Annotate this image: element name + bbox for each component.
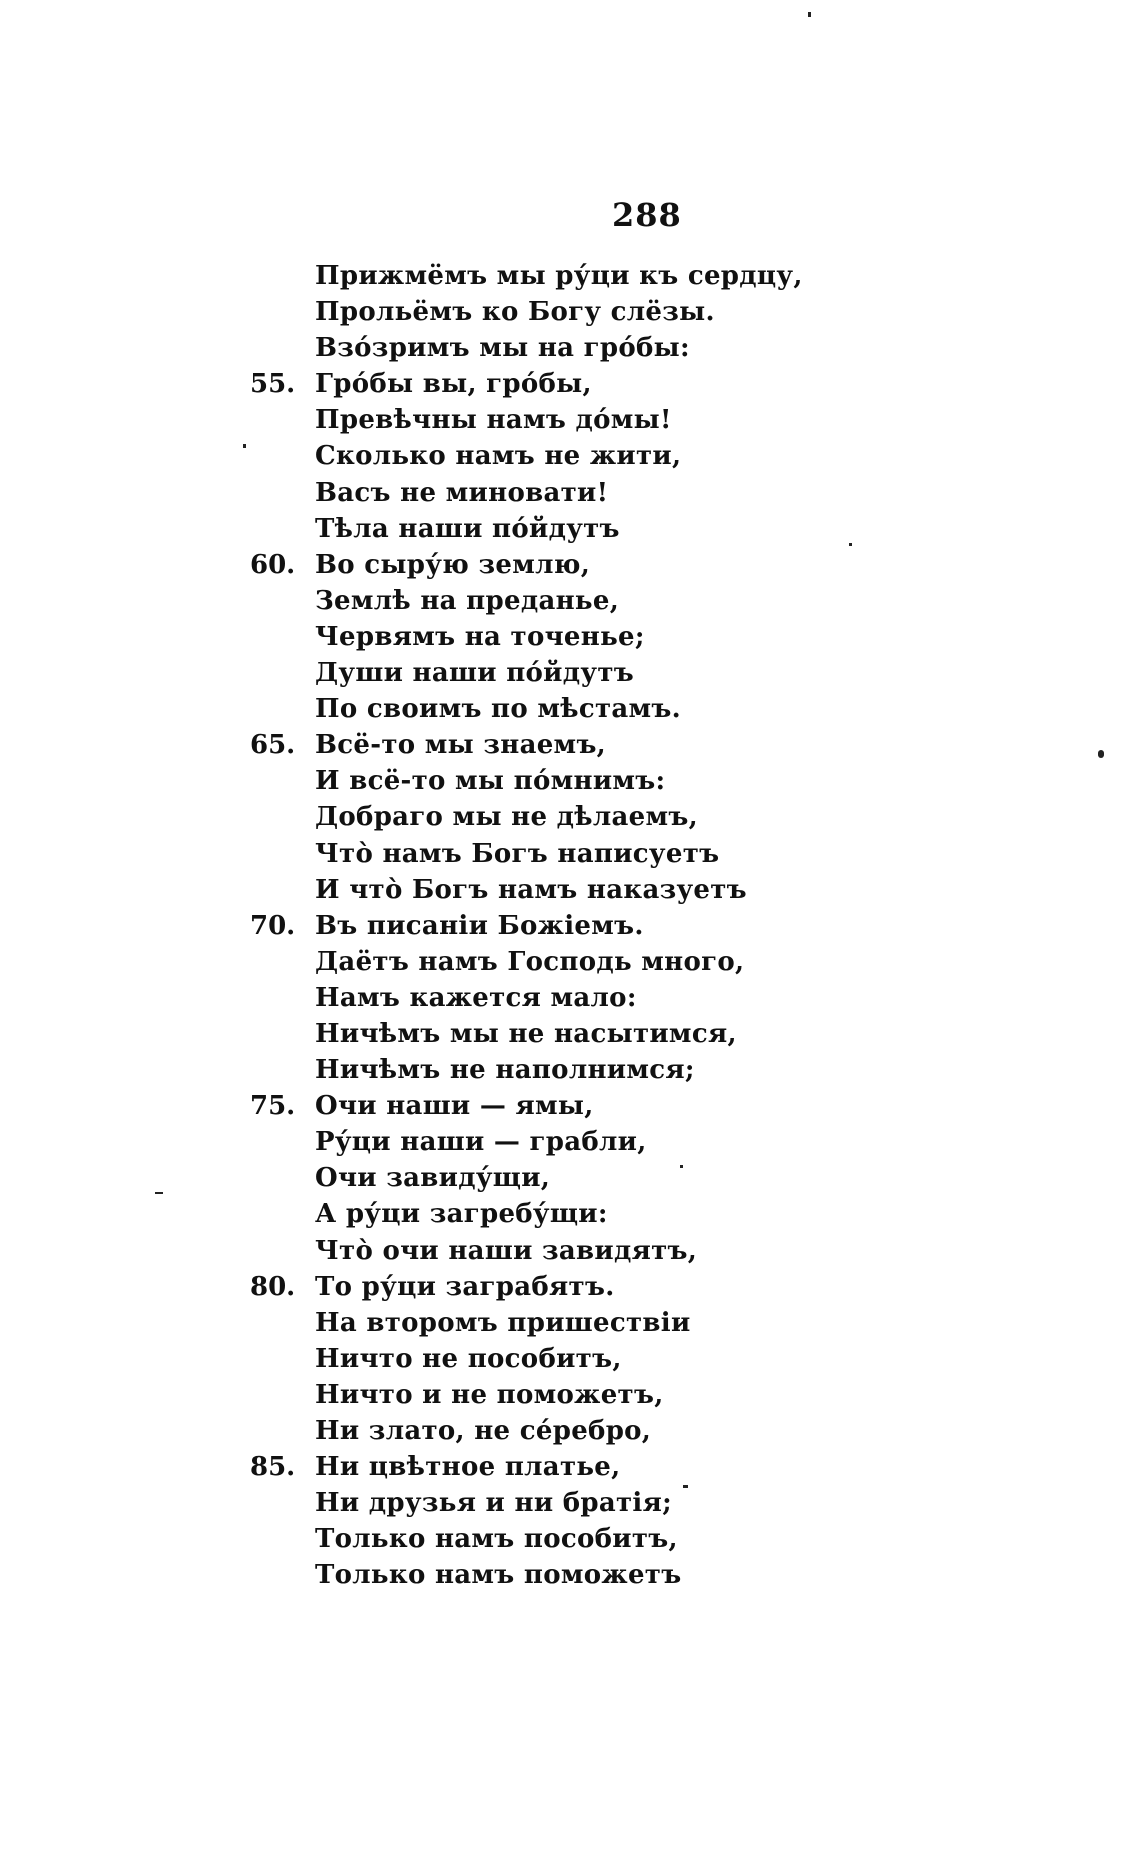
poem-line [250, 1269, 1010, 1305]
line-text: Только намъ пособитъ, [315, 1524, 678, 1555]
poem-line [250, 619, 1010, 655]
line-number: 65. [250, 730, 296, 761]
poem-text [250, 258, 1010, 1593]
poem-line [250, 1557, 1010, 1593]
print-speck [808, 12, 811, 17]
line-text: Очи завиду́щи, [315, 1163, 551, 1194]
poem-line [250, 799, 1010, 835]
line-text: Ничѣмъ не наполнимся; [315, 1055, 695, 1086]
poem-line [250, 727, 1010, 763]
line-text: Ничѣмъ мы не насытимся, [315, 1018, 737, 1049]
poem-line [250, 330, 1010, 366]
poem-line [250, 1377, 1010, 1413]
line-text: Только намъ поможетъ [315, 1560, 682, 1591]
poem-line [250, 1016, 1010, 1052]
poem-line [250, 402, 1010, 438]
poem-line [250, 980, 1010, 1016]
line-text: Васъ не миновати! [315, 477, 609, 508]
poem-line [250, 1305, 1010, 1341]
line-text: Прольёмъ ко Богу слёзы. [315, 297, 715, 328]
line-text: Землѣ на преданье, [315, 585, 620, 616]
line-text: Ни злато, не се́ребро, [315, 1416, 652, 1446]
poem-line [250, 1233, 1010, 1269]
line-text: Что̀ очи наши завидятъ, [315, 1235, 698, 1266]
poem-line [250, 547, 1010, 583]
line-text: То ру́ци заграбятъ. [315, 1271, 615, 1302]
line-number: 75. [250, 1091, 296, 1122]
poem-line [250, 1449, 1010, 1485]
poem-line [250, 438, 1010, 474]
poem-line [250, 944, 1010, 980]
line-text: Ру́ци наши — грабли, [315, 1127, 647, 1158]
line-text: Въ писаніи Божіемъ. [315, 910, 644, 941]
print-speck [683, 1485, 688, 1488]
poem-line [250, 583, 1010, 619]
poem-line [250, 655, 1010, 691]
poem-line [250, 1088, 1010, 1124]
poem-line [250, 1160, 1010, 1196]
poem-line [250, 1485, 1010, 1521]
line-number: 70. [250, 910, 296, 941]
poem-line [250, 1124, 1010, 1160]
line-text: Сколько намъ не жити, [315, 441, 682, 472]
poem-line [250, 908, 1010, 944]
line-number: 55. [250, 369, 296, 400]
line-text: И что̀ Богъ намъ наказуетъ [315, 874, 747, 905]
poem-line [250, 511, 1010, 547]
line-text: Ничто и не поможетъ, [315, 1379, 664, 1410]
line-text: По своимъ по мѣстамъ. [315, 694, 682, 725]
line-text: Тѣла наши по́йдутъ [315, 513, 620, 544]
line-text: И всё-то мы по́мнимъ: [315, 766, 666, 797]
line-text: Взо́зримъ мы на гро́бы: [315, 333, 690, 364]
line-text: Превѣчны намъ до́мы! [315, 405, 672, 436]
poem-line [250, 763, 1010, 799]
line-text: Во сыру́ю землю, [315, 549, 591, 580]
poem-line [250, 294, 1010, 330]
line-text: Ничто не пособитъ, [315, 1343, 622, 1374]
line-text: А ру́ци загребу́щи: [315, 1199, 608, 1230]
poem-line [250, 1052, 1010, 1088]
print-speck [155, 1192, 163, 1194]
line-number: 85. [250, 1452, 296, 1483]
print-speck [243, 444, 246, 448]
line-text: На второмъ пришествіи [315, 1307, 691, 1338]
poem-line [250, 258, 1010, 294]
poem-line [250, 872, 1010, 908]
line-text: Гро́бы вы, гро́бы, [315, 369, 592, 400]
line-text: Добраго мы не дѣлаемъ, [315, 802, 698, 833]
page-number: 288 [612, 196, 682, 234]
poem-line [250, 1196, 1010, 1232]
poem-line [250, 366, 1010, 402]
line-text: Очи наши — ямы, [315, 1091, 594, 1122]
poem-line [250, 836, 1010, 872]
print-speck [680, 1165, 683, 1168]
line-text: Всё-то мы знаемъ, [315, 730, 607, 761]
line-number: 60. [250, 549, 296, 580]
line-text: Червямъ на точенье; [315, 621, 645, 652]
poem-line [250, 475, 1010, 511]
line-text: Прижмёмъ мы ру́ци къ сердцу, [315, 261, 803, 291]
line-text: Души наши по́йдутъ [315, 658, 634, 689]
line-text: Намъ кажется мало: [315, 982, 637, 1013]
print-speck [1098, 750, 1104, 758]
poem-line [250, 1521, 1010, 1557]
line-text: Ни друзья и ни братія; [315, 1488, 673, 1519]
line-text: Даётъ намъ Господь много, [315, 946, 745, 977]
poem-line [250, 1413, 1010, 1449]
poem-line [250, 691, 1010, 727]
print-speck [849, 543, 852, 546]
line-number: 80. [250, 1271, 296, 1302]
line-text: Ни цвѣтное платье, [315, 1452, 621, 1483]
line-text: Что̀ намъ Богъ написуетъ [315, 838, 720, 869]
poem-line [250, 1341, 1010, 1377]
